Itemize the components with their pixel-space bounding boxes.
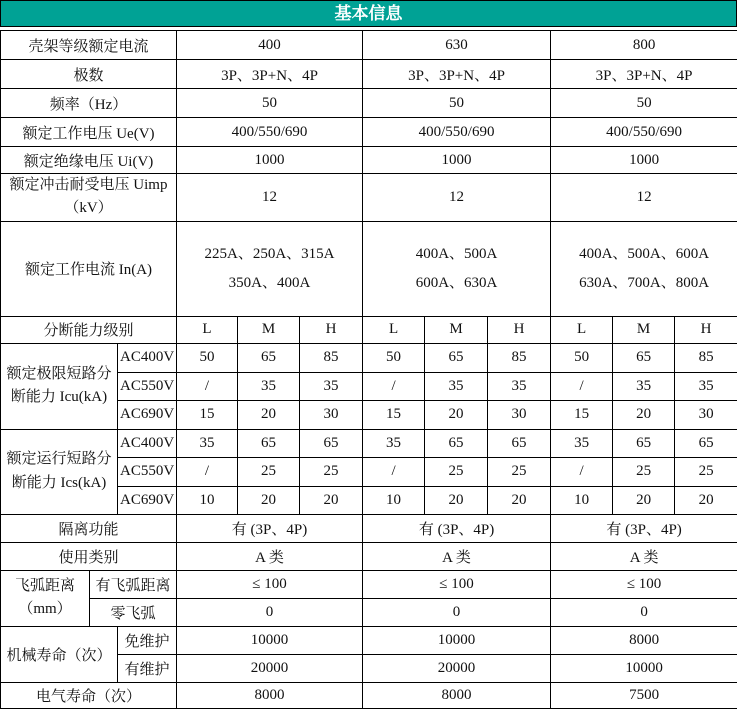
ics-value-cell: 35 — [551, 429, 613, 457]
ics-value-cell: 10 — [177, 486, 238, 514]
mech-life-value-cell: 20000 — [363, 654, 551, 682]
in-current-value-line1: 225A、250A、315A — [179, 240, 360, 269]
ics-value-cell: 10 — [363, 486, 425, 514]
arc-distance-label-line2: （mm） — [3, 598, 87, 621]
ue-value-cell: 400/550/690 — [551, 118, 737, 147]
icu-value-cell: 65 — [425, 343, 488, 372]
ics-value-cell: 65 — [238, 429, 300, 457]
icu-value-cell: 85 — [675, 343, 737, 372]
in-current-value-cell — [177, 221, 363, 316]
uimp-value-cell: 12 — [177, 174, 363, 222]
ics-value-cell: 20 — [300, 486, 363, 514]
elec-life-value-cell: 8000 — [363, 682, 551, 708]
uimp-value-cell: 12 — [551, 174, 737, 222]
icu-value-cell: 20 — [238, 400, 300, 429]
row-ui — [1, 147, 737, 174]
frame-current-value-cell: 630 — [363, 31, 551, 60]
frame-current-label: 壳架等级额定电流 — [1, 31, 177, 60]
row-usage-category — [1, 542, 737, 570]
breaking-level-cell: H — [300, 316, 363, 343]
icu-value-cell: 35 — [613, 372, 675, 400]
isolation-value-cell: 有 (3P、4P) — [177, 514, 363, 542]
icu-value-cell: / — [363, 372, 425, 400]
ics-value-cell: 25 — [488, 457, 551, 486]
isolation-label: 隔离功能 — [1, 514, 177, 542]
in-current-label: 额定工作电流 In(A) — [1, 221, 177, 316]
row-icu-ac400v — [1, 343, 737, 372]
arc-distance-label-line1: 飞弧距离 — [3, 575, 87, 598]
ics-value-cell: / — [177, 457, 238, 486]
icu-value-cell: 85 — [488, 343, 551, 372]
frequency-value-cell: 50 — [363, 89, 551, 118]
ue-value-cell: 400/550/690 — [363, 118, 551, 147]
icu-value-cell: 30 — [675, 400, 737, 429]
ics-value-cell: 35 — [177, 429, 238, 457]
ics-value-cell: 65 — [300, 429, 363, 457]
frequency-value-cell: 50 — [551, 89, 737, 118]
in-current-value-cell — [551, 221, 737, 316]
table-title: 基本信息 — [335, 4, 403, 23]
icu-value-cell: 85 — [300, 343, 363, 372]
ics-label — [1, 429, 118, 514]
icu-sub-label: AC690V — [118, 400, 177, 429]
in-current-value-line1: 400A、500A、600A — [553, 240, 735, 269]
row-in-current — [1, 221, 737, 316]
ics-value-cell: 65 — [675, 429, 737, 457]
ics-value-cell: 25 — [238, 457, 300, 486]
poles-value-cell: 3P、3P+N、4P — [363, 60, 551, 89]
row-ue — [1, 118, 737, 147]
ue-value-cell: 400/550/690 — [177, 118, 363, 147]
ics-value-cell: 20 — [488, 486, 551, 514]
row-ics-ac400v — [1, 429, 737, 457]
row-arc-with — [1, 570, 737, 598]
elec-life-value-cell: 7500 — [551, 682, 737, 708]
icu-value-cell: 35 — [300, 372, 363, 400]
row-uimp — [1, 174, 737, 222]
row-arc-zero — [1, 598, 737, 626]
ui-value-cell: 1000 — [551, 147, 737, 174]
mech-life-value-cell: 10000 — [363, 626, 551, 654]
in-current-value-cell — [363, 221, 551, 316]
in-current-value-line2: 600A、630A — [365, 269, 548, 298]
breaking-level-cell: L — [363, 316, 425, 343]
icu-value-cell: / — [551, 372, 613, 400]
ue-label: 额定工作电压 Ue(V) — [1, 118, 177, 147]
mech-life-value-cell: 20000 — [177, 654, 363, 682]
frequency-label: 频率（Hz） — [1, 89, 177, 118]
ics-value-cell: 25 — [300, 457, 363, 486]
icu-value-cell: 50 — [177, 343, 238, 372]
poles-label: 极数 — [1, 60, 177, 89]
breaking-level-label: 分断能力级别 — [1, 316, 177, 343]
icu-value-cell: 20 — [613, 400, 675, 429]
ics-value-cell: / — [551, 457, 613, 486]
icu-value-cell: 35 — [425, 372, 488, 400]
ics-sub-label: AC690V — [118, 486, 177, 514]
ics-value-cell: 10 — [551, 486, 613, 514]
uimp-value-cell: 12 — [363, 174, 551, 222]
frequency-value-cell: 50 — [177, 89, 363, 118]
icu-value-cell: 35 — [488, 372, 551, 400]
poles-value-cell: 3P、3P+N、4P — [177, 60, 363, 89]
arc-sub-label: 零飞弧 — [90, 598, 177, 626]
icu-label — [1, 343, 118, 429]
isolation-value-cell: 有 (3P、4P) — [551, 514, 737, 542]
ics-sub-label: AC550V — [118, 457, 177, 486]
mech-life-sub-label: 免维护 — [118, 626, 177, 654]
icu-value-cell: 20 — [425, 400, 488, 429]
icu-value-cell: 35 — [675, 372, 737, 400]
icu-value-cell: 30 — [488, 400, 551, 429]
ics-value-cell: 20 — [675, 486, 737, 514]
usage-category-value-cell: A 类 — [363, 542, 551, 570]
ics-value-cell: 20 — [238, 486, 300, 514]
breaking-level-cell: M — [238, 316, 300, 343]
mech-life-label: 机械寿命（次） — [1, 626, 118, 682]
ics-value-cell: 65 — [425, 429, 488, 457]
row-breaking-level — [1, 316, 737, 343]
ics-value-cell: 20 — [425, 486, 488, 514]
ics-value-cell: 35 — [363, 429, 425, 457]
breaking-level-cell: M — [425, 316, 488, 343]
icu-value-cell: 65 — [613, 343, 675, 372]
spec-table — [0, 30, 737, 709]
arc-value-cell: 0 — [363, 598, 551, 626]
mech-life-value-cell: 10000 — [177, 626, 363, 654]
breaking-level-cell: H — [488, 316, 551, 343]
arc-value-cell: ≤ 100 — [363, 570, 551, 598]
row-poles — [1, 60, 737, 89]
ics-value-cell: 25 — [425, 457, 488, 486]
isolation-value-cell: 有 (3P、4P) — [363, 514, 551, 542]
arc-distance-label — [1, 570, 90, 626]
arc-value-cell: 0 — [551, 598, 737, 626]
uimp-label-line2: （kV） — [3, 197, 174, 220]
usage-category-value-cell: A 类 — [551, 542, 737, 570]
arc-value-cell: 0 — [177, 598, 363, 626]
icu-value-cell: 35 — [238, 372, 300, 400]
breaking-level-cell: L — [177, 316, 238, 343]
icu-value-cell: 50 — [551, 343, 613, 372]
row-mech-life-free — [1, 626, 737, 654]
ics-value-cell: 25 — [675, 457, 737, 486]
in-current-value-line2: 350A、400A — [179, 269, 360, 298]
icu-value-cell: 30 — [300, 400, 363, 429]
ics-value-cell: 20 — [613, 486, 675, 514]
poles-value-cell: 3P、3P+N、4P — [551, 60, 737, 89]
ui-value-cell: 1000 — [363, 147, 551, 174]
usage-category-label: 使用类别 — [1, 542, 177, 570]
row-frequency — [1, 89, 737, 118]
ui-value-cell: 1000 — [177, 147, 363, 174]
elec-life-value-cell: 8000 — [177, 682, 363, 708]
ics-label-line1: 额定运行短路分 — [3, 448, 115, 471]
mech-life-value-cell: 10000 — [551, 654, 737, 682]
uimp-label-line1: 额定冲击耐受电压 Uimp — [3, 174, 174, 197]
row-elec-life — [1, 682, 737, 708]
ics-value-cell: 65 — [488, 429, 551, 457]
icu-value-cell: 50 — [363, 343, 425, 372]
frame-current-value-cell: 400 — [177, 31, 363, 60]
ics-value-cell: / — [363, 457, 425, 486]
breaking-level-cell: H — [675, 316, 737, 343]
icu-value-cell: 15 — [363, 400, 425, 429]
mech-life-value-cell: 8000 — [551, 626, 737, 654]
icu-sub-label: AC550V — [118, 372, 177, 400]
ics-value-cell: 65 — [613, 429, 675, 457]
ics-label-line2: 断能力 Ics(kA) — [3, 472, 115, 495]
arc-value-cell: ≤ 100 — [551, 570, 737, 598]
frame-current-value-cell: 800 — [551, 31, 737, 60]
ics-value-cell: 25 — [613, 457, 675, 486]
arc-value-cell: ≤ 100 — [177, 570, 363, 598]
row-isolation — [1, 514, 737, 542]
in-current-value-line1: 400A、500A — [365, 240, 548, 269]
icu-value-cell: 15 — [177, 400, 238, 429]
uimp-label — [1, 174, 177, 222]
ui-label: 额定绝缘电压 Ui(V) — [1, 147, 177, 174]
ics-sub-label: AC400V — [118, 429, 177, 457]
breaking-level-cell: L — [551, 316, 613, 343]
mech-life-sub-label: 有维护 — [118, 654, 177, 682]
usage-category-value-cell: A 类 — [177, 542, 363, 570]
arc-sub-label: 有飞弧距离 — [90, 570, 177, 598]
icu-value-cell: / — [177, 372, 238, 400]
breaking-level-cell: M — [613, 316, 675, 343]
row-frame-current — [1, 31, 737, 60]
icu-sub-label: AC400V — [118, 343, 177, 372]
in-current-value-line2: 630A、700A、800A — [553, 269, 735, 298]
icu-value-cell: 65 — [238, 343, 300, 372]
icu-label-line2: 断能力 Icu(kA) — [3, 386, 115, 409]
elec-life-label: 电气寿命（次） — [1, 682, 177, 708]
table-title-bar — [0, 0, 737, 27]
icu-value-cell: 15 — [551, 400, 613, 429]
icu-label-line1: 额定极限短路分 — [3, 363, 115, 386]
